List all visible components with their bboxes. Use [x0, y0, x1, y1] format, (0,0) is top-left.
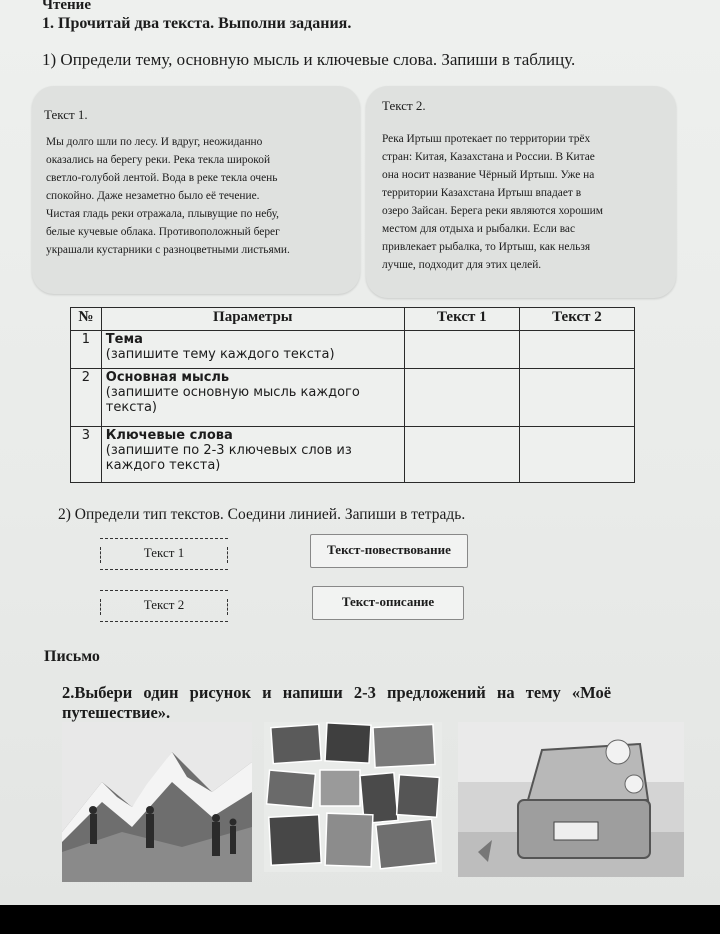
- section-writing: Письмо: [44, 648, 100, 665]
- text1-box: [32, 86, 360, 294]
- text2-box: [366, 86, 676, 298]
- text1-body: [46, 133, 348, 259]
- task1-title: 1. Прочитай два текста. Выполни задания.: [42, 15, 352, 32]
- row-title: Ключевые слова: [105, 428, 233, 443]
- narrative-type-box[interactable]: [310, 534, 468, 568]
- text1-line: спокойно. Даже незаметно было её течение.: [46, 190, 260, 202]
- text1-dashed-label: Текст 1: [143, 545, 185, 560]
- row-hint: текста): [105, 400, 157, 415]
- text2-body: [382, 130, 670, 274]
- table-row: [71, 369, 635, 427]
- text2-line: она носит название Чёрный Иртыш. Уже на: [382, 169, 595, 181]
- row-parameter: [101, 369, 404, 427]
- text2-line: территории Казахстана Иртыш впадает в: [382, 187, 582, 199]
- writing-task-line1: 2.Выбери один рисунок и напиши 2-3 предложений на тему «Моё: [62, 683, 612, 702]
- table-row: [71, 427, 635, 483]
- row-number: 3: [71, 427, 102, 483]
- row-number: 1: [71, 331, 102, 369]
- description-type-box[interactable]: [312, 586, 464, 620]
- col-header-text1: Текст 1: [404, 308, 519, 331]
- answer-cell-text2[interactable]: [519, 331, 634, 369]
- parameters-table: [70, 307, 635, 483]
- row-hint: каждого текста): [105, 458, 221, 473]
- text2-line: лучше, подходит для этих целей.: [382, 259, 542, 271]
- text2-line: Река Иртыш протекает по территории трёх: [382, 133, 591, 145]
- text1-line: украшали кустарники с разноцветными листьями.: [46, 244, 290, 256]
- text1-line: Мы долго шли по лесу. И вдруг, неожиданно: [46, 136, 263, 148]
- text1-line: Чистая гладь реки отражала, плывущие по небу,: [46, 208, 280, 220]
- answer-cell-text2[interactable]: [519, 427, 634, 483]
- row-title: Тема: [105, 332, 143, 347]
- row-parameter: [101, 427, 404, 483]
- description-type-label: Текст-описание: [341, 594, 435, 609]
- bottom-bar: [0, 905, 720, 934]
- text1-dashed-box[interactable]: [100, 538, 228, 570]
- answer-cell-text1[interactable]: [404, 331, 519, 369]
- section-reading: Чтение: [42, 0, 91, 13]
- text2-line: привлекает рыбалка, то Иртыш, как нельзя: [382, 241, 591, 253]
- text1-line: белые кучевые облака. Противоположный берег: [46, 226, 280, 238]
- writing-task-line2: путешествие».: [62, 703, 171, 722]
- task1-instruction: 1) Определи тему, основную мысль и ключевые слова. Запиши в таблицу.: [42, 50, 576, 69]
- answer-cell-text2[interactable]: [519, 369, 634, 427]
- city-collage-photo[interactable]: [264, 722, 442, 872]
- text2-line: озеро Зайсан. Берега реки являются хорошим: [382, 205, 603, 217]
- text1-line: оказались на берегу реки. Река текла широкой: [46, 154, 271, 166]
- text2-label: Текст 2.: [382, 98, 426, 113]
- suitcase-beach-photo[interactable]: [458, 722, 684, 877]
- text1-label: Текст 1.: [44, 107, 88, 122]
- text2-dashed-box[interactable]: [100, 590, 228, 622]
- text2-line: стран: Китая, Казахстана и России. В Китае: [382, 151, 595, 163]
- col-header-parameters: Параметры: [101, 308, 404, 331]
- row-number: 2: [71, 369, 102, 427]
- row-parameter: [101, 331, 404, 369]
- narrative-type-label: Текст-повествование: [327, 542, 451, 557]
- answer-cell-text1[interactable]: [404, 369, 519, 427]
- text2-line: местом для отдыха и рыбалки. Если вас: [382, 223, 576, 235]
- col-header-number: №: [71, 308, 102, 331]
- row-hint: (запишите по 2-3 ключевых слов из: [105, 443, 352, 458]
- text1-line: светло-голубой лентой. Вода в реке текла очень: [46, 172, 278, 184]
- text2-dashed-label: Текст 2: [143, 597, 185, 612]
- row-hint: (запишите тему каждого текста): [105, 347, 335, 362]
- col-header-text2: Текст 2: [519, 308, 634, 331]
- row-title: Основная мысль: [105, 370, 230, 385]
- table-row: [71, 331, 635, 369]
- answer-cell-text1[interactable]: [404, 427, 519, 483]
- task2-instruction: 2) Определи тип текстов. Соедини линией. Запиши в тетрадь.: [58, 506, 466, 523]
- row-hint: (запишите основную мысль каждого: [105, 385, 360, 400]
- table-header-row: [71, 308, 635, 331]
- mountain-hikers-photo[interactable]: [62, 722, 252, 882]
